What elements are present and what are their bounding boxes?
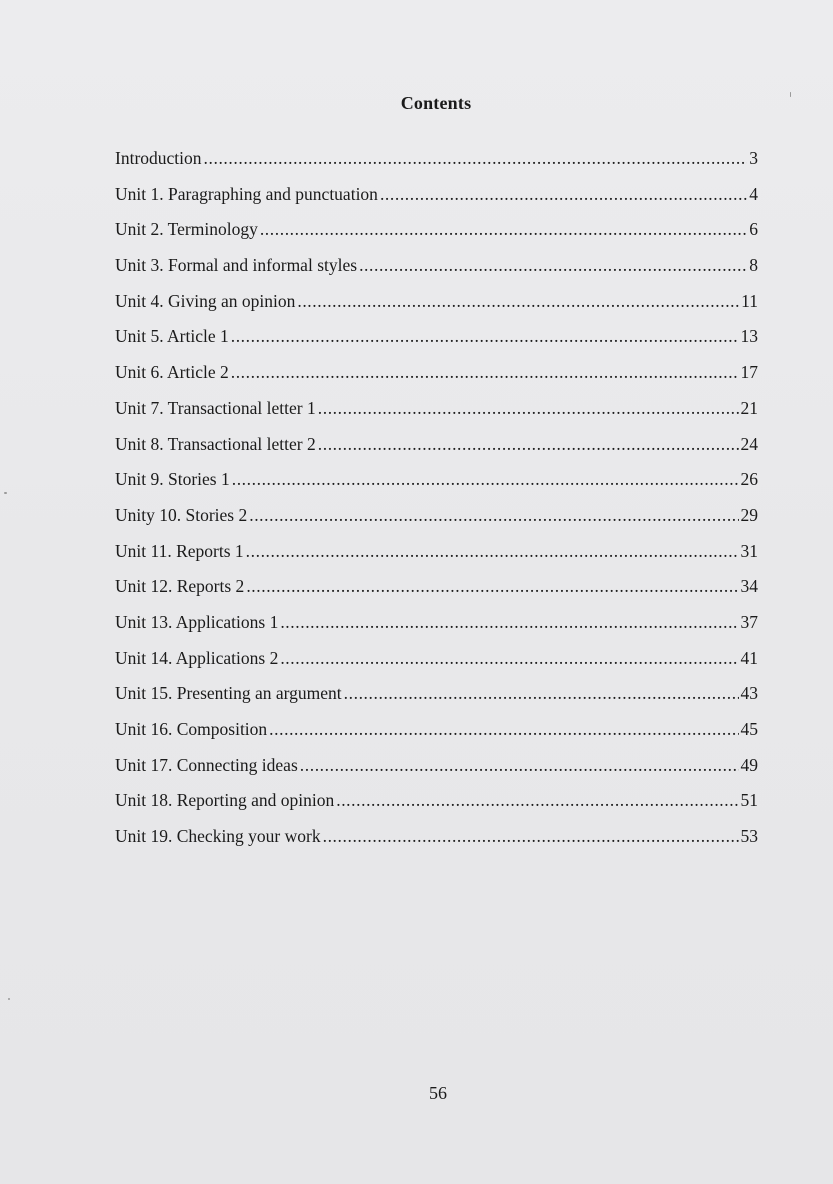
toc-entry-label: Unit 8. Transactional letter 2 [115,433,316,454]
toc-entry-label: Unit 13. Applications 1 [115,611,279,632]
toc-entry [115,429,758,465]
toc-entry-label: Unit 5. Article 1 [115,326,229,347]
toc-entry-label: Unit 17. Connecting ideas [115,754,298,775]
dot-leader [232,464,739,494]
toc-entry-label: Unit 9. Stories 1 [115,469,230,490]
toc-entry-label: Unit 3. Formal and informal styles [115,255,358,276]
toc-entry-label: Unit 14. Applications 2 [115,647,279,668]
toc-entry-page: 13 [740,326,758,347]
toc-entry-page: 51 [740,790,758,811]
dot-leader [204,143,748,173]
toc-entry-page: 29 [740,504,758,525]
toc-entry [115,678,758,714]
toc-entry-label: Unit 4. Giving an opinion [115,290,296,311]
toc-entry-label: Unit 7. Transactional letter 1 [115,397,316,418]
dot-leader [260,214,747,244]
toc-entry-label: Unit 16. Composition [115,719,268,739]
toc-entry [115,286,758,322]
toc-entry-label: Unit 1. Paragraphing and punctuation [115,183,378,204]
toc-entry [115,536,758,572]
toc-entry-label: Unit 15. Presenting an argument [115,683,342,704]
toc-entry-label: Unit 18. Reporting and opinion [115,790,335,811]
dot-leader [231,357,739,387]
toc-entry-page: 11 [741,290,758,311]
toc-entry [115,500,758,536]
toc-entry [115,643,758,679]
toc-entry-page: 34 [740,576,758,597]
toc-entry [115,214,758,250]
toc-entry [115,571,758,607]
dot-leader [344,678,739,708]
toc-entry [115,321,758,357]
table-of-contents [115,143,758,857]
dot-leader [246,536,739,566]
toc-entry [115,750,758,786]
dot-leader [231,321,739,351]
scan-speck [4,492,7,494]
toc-entry-page: 45 [740,719,758,739]
toc-entry-label: Unit 19. Checking your work [115,826,321,847]
toc-entry [115,464,758,500]
toc-entry-page: 49 [740,754,758,775]
toc-entry [115,357,758,393]
dot-leader [269,714,738,744]
dot-leader [323,821,739,851]
toc-entry [115,607,758,643]
toc-entry [115,785,758,821]
toc-entry-page: 43 [740,683,758,704]
scan-speck [8,998,10,1000]
toc-entry-page: 8 [749,255,758,276]
dot-leader [318,393,739,423]
dot-leader [336,785,738,815]
toc-entry [115,250,758,286]
dot-leader [246,571,738,601]
dot-leader [297,286,739,316]
toc-entry [115,179,758,215]
toc-entry-page: 24 [740,433,758,454]
contents-heading: Contents [400,93,472,113]
toc-entry-label: Unit 12. Reports 2 [115,576,245,597]
toc-entry-label: Unit 2. Terminology [115,219,258,240]
dot-leader [318,429,739,459]
dot-leader [280,607,738,637]
toc-entry-page: 4 [749,183,758,204]
dot-leader [249,500,738,530]
toc-entry-label: Unity 10. Stories 2 [115,504,248,525]
toc-entry-label: Introduction [115,148,202,168]
toc-entry-page: 26 [740,469,758,490]
toc-entry-page: 3 [749,148,758,168]
toc-entry [115,714,758,750]
toc-entry-page: 17 [740,362,758,383]
toc-entry-label: Unit 6. Article 2 [115,362,229,383]
page-number: 56 [429,1083,447,1103]
dot-leader [300,750,739,780]
dot-leader [380,179,747,209]
toc-entry-page: 37 [740,611,758,632]
toc-entry-page: 31 [740,540,758,561]
toc-entry-page: 53 [740,826,758,847]
dot-leader [280,643,738,673]
dot-leader [359,250,747,280]
toc-entry [115,393,758,429]
toc-entry-page: 41 [740,647,758,668]
scan-speck [790,92,791,97]
toc-entry-page: 6 [749,219,758,240]
toc-entry [115,821,758,857]
toc-entry-page: 21 [740,397,758,418]
toc-entry [115,143,758,179]
toc-entry-label: Unit 11. Reports 1 [115,540,244,561]
